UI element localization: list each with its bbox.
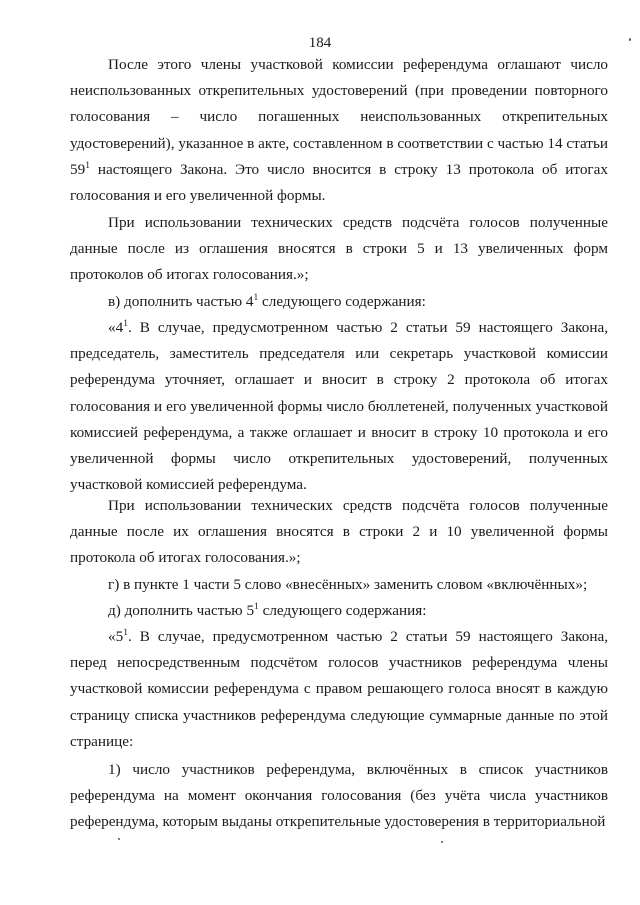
- paragraph-4: [70, 315, 608, 498]
- superscript-marker: 1: [254, 602, 259, 612]
- superscript-marker: 1: [253, 293, 259, 303]
- paragraph-9: [70, 757, 608, 836]
- paragraph-2-text: При использовании технических средств подсчёта голосов полученные данные после из оглашения вносятся в строки 5 и 13 увеличенных форм протоколов об итогах голосования.»;: [70, 214, 608, 284]
- paragraph-6-text: г) в пункте 1 части 5 слово «внесённых» заменить словом «включённых»;: [108, 576, 588, 593]
- scan-speck: [441, 841, 443, 843]
- paragraph-1: [70, 52, 608, 209]
- paragraph-7-text-a: д) дополнить частью 5: [108, 602, 255, 619]
- paragraph-5-text: При использовании технических средств подсчёта голосов полученные данные после их оглашения вносятся в строки 2 и 10 увеличенной формы протокола об итогах голосования.»;: [70, 497, 608, 567]
- paragraph-7-text-b: следующего содержания:: [258, 602, 427, 619]
- scan-speck: [118, 838, 120, 840]
- superscript-marker: 1: [123, 628, 128, 638]
- paragraph-5: [70, 493, 608, 572]
- superscript-marker: 1: [123, 319, 128, 329]
- superscript-marker: 1: [85, 160, 90, 171]
- page-number: 184: [308, 35, 332, 51]
- scan-speck: [629, 38, 631, 41]
- paragraph-8-text-b: . В случае, предусмотренном частью 2 статьи 59 настоящего Закона, перед непосредственным подсчётом голосов участников референдума члены участковой комиссии референдума с правом решающего голоса вносят в каждую страницу списка участников референдума следующие суммарные данные по этой странице:: [70, 628, 608, 750]
- paragraph-6: [70, 572, 608, 598]
- paragraph-7: [70, 598, 608, 624]
- paragraph-4-text-b: . В случае, предусмотренном частью 2 статьи 59 настоящего Закона, председатель, заместитель председателя или секретарь участковой комиссии референдума уточняет, оглашает и вносит в строку 2 протокола об итогах голосования и его увеличенной формы число бюллетеней, полученных участковой комиссией референдума, а также оглашает и вносит в строку 10 протокола и его увеличенной формы число открепительных удостоверений, полученных участковой комиссией референдума.: [70, 319, 608, 494]
- paragraph-9-text: 1) число участников референдума, включённых в список участников референдума на момент окончания голосования (без учёта числа участников референдума, которым выданы открепительные удостоверения в территориальной: [70, 761, 608, 831]
- paragraph-8: [70, 624, 608, 755]
- paragraph-3-text-b: следующего содержания:: [258, 293, 426, 310]
- paragraph-3: [70, 289, 608, 315]
- paragraph-8-text-a: «5: [108, 628, 124, 645]
- paragraph-3-text-a: в) дополнить частью 4: [108, 293, 254, 310]
- paragraph-2: [70, 210, 608, 289]
- paragraph-1-text-b: настоящего Закона. Это число вносится в строку 13 протокола об итогах голосования и его увеличенной формы.: [70, 160, 608, 205]
- paragraph-1-text-a: После этого члены участковой комиссии референдума оглашают число неиспользованных открепительных удостоверений (при проведении повторного голосования – число погашенных неиспользованных открепительных удостоверений), указанное в акте, составленном в соответствии с частью 14 статьи 59: [70, 56, 608, 178]
- paragraph-4-text-a: «4: [108, 319, 124, 336]
